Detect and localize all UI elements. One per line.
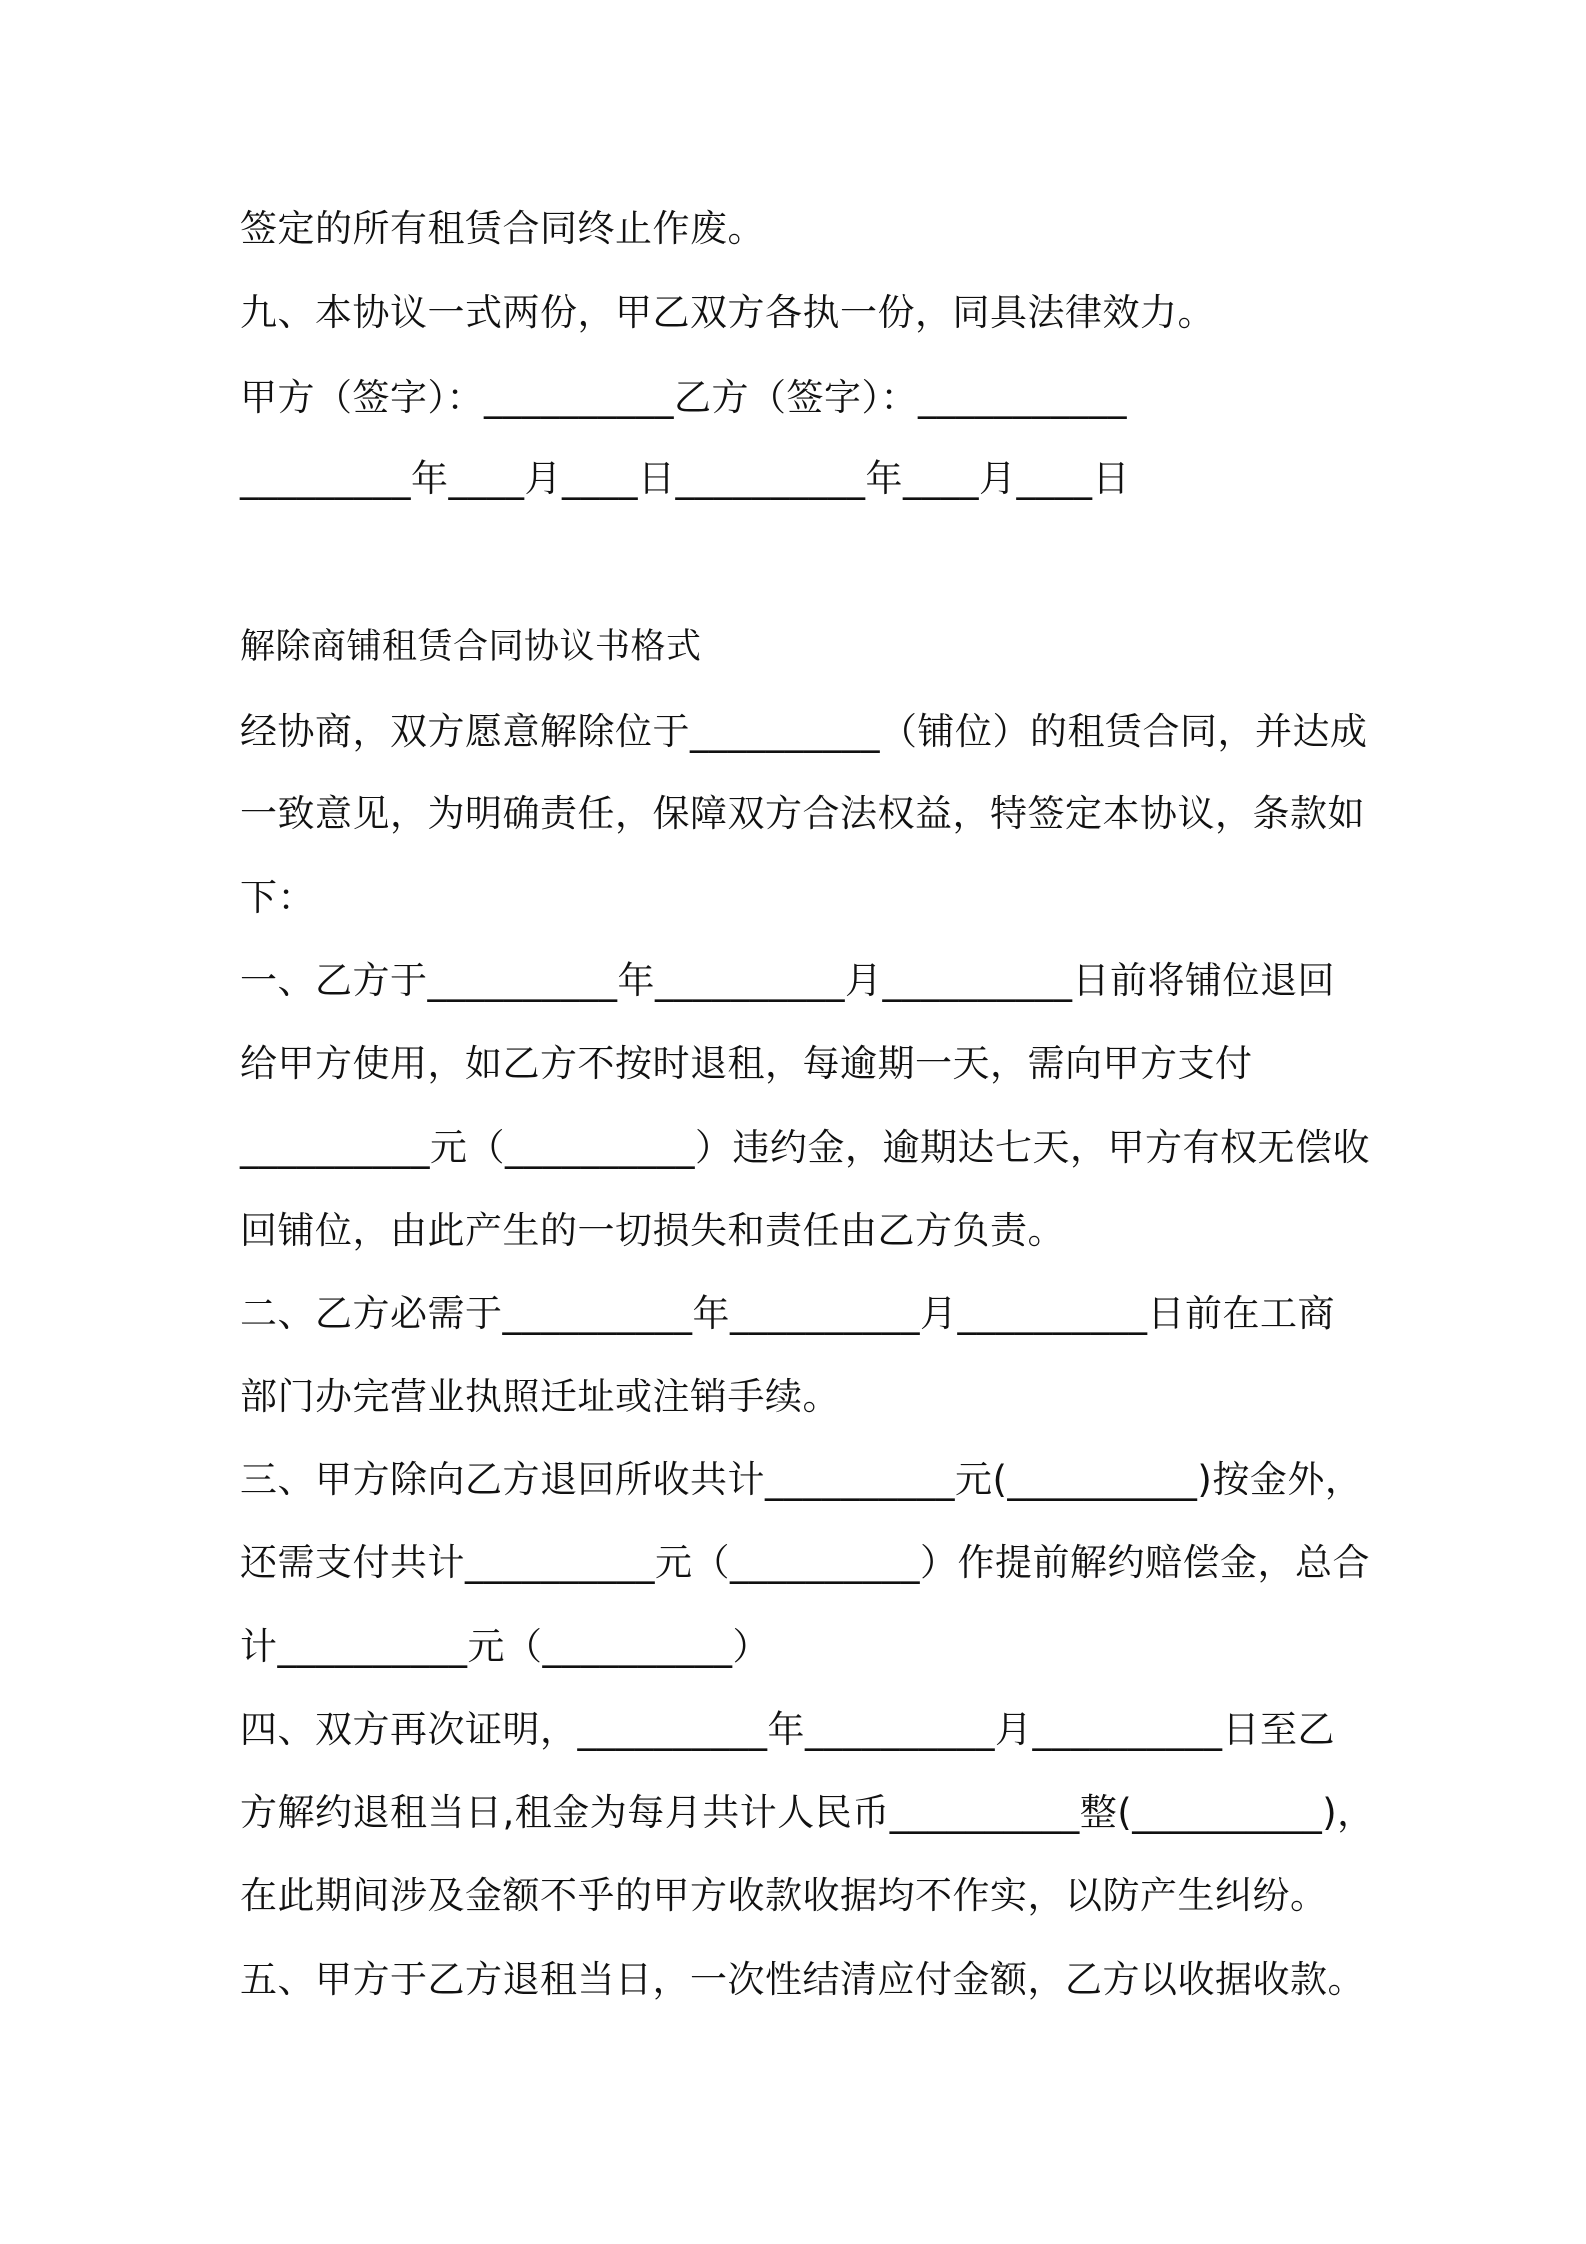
clause-three-line-2: 还需支付共计__________元（__________）作提前解约赔偿金，总合 bbox=[240, 1541, 1370, 1584]
clause-one-line-1: 一、乙方于__________年__________月__________日前将铺位退回 bbox=[240, 959, 1335, 1002]
intro-line-3: 下： bbox=[240, 876, 315, 919]
clause-four-line-3: 在此期间涉及金额不乎的甲方收款收据均不作实，以防产生纠纷。 bbox=[240, 1874, 1328, 1917]
clause-five-line-1: 五、甲方于乙方退租当日，一次性结清应付金额，乙方以收据收款。 bbox=[240, 1958, 1365, 2001]
date-line: _________年____月____日__________年____月____日 bbox=[240, 457, 1130, 500]
intro-line-1: 经协商，双方愿意解除位于__________（铺位）的租赁合同，并达成 bbox=[240, 710, 1368, 753]
clause-two-line-1: 二、乙方必需于__________年__________月__________日前在工商 bbox=[240, 1292, 1335, 1335]
section-title: 解除商铺租赁合同协议书格式 bbox=[240, 627, 702, 667]
intro-line-2: 一致意见，为明确责任，保障双方合法权益，特签定本协议，条款如 bbox=[240, 792, 1365, 835]
clause-four-line-2: 方解约退租当日,租金为每月共计人民币__________整(__________)， bbox=[240, 1791, 1375, 1834]
clause-four-line-1: 四、双方再次证明，__________年__________月__________日至乙 bbox=[240, 1708, 1335, 1751]
clause-two-line-2: 部门办完营业执照迁址或注销手续。 bbox=[240, 1375, 840, 1418]
clause-one-line-2: 给甲方使用，如乙方不按时退租，每逾期一天，需向甲方支付 bbox=[240, 1042, 1253, 1085]
clause-one-line-3: __________元（__________）违约金，逾期达七天，甲方有权无偿收 bbox=[240, 1126, 1370, 1169]
clause-nine: 九、本协议一式两份，甲乙双方各执一份，同具法律效力。 bbox=[240, 291, 1215, 334]
clause-three-line-3: 计__________元（__________） bbox=[240, 1625, 770, 1668]
signature-line: 甲方（签字）：__________乙方（签字）：___________ bbox=[240, 376, 1127, 419]
text-line-termination: 签定的所有租赁合同终止作废。 bbox=[240, 207, 765, 250]
clause-one-line-4: 回铺位，由此产生的一切损失和责任由乙方负责。 bbox=[240, 1209, 1065, 1252]
clause-three-line-1: 三、甲方除向乙方退回所收共计__________元(__________)按金外， bbox=[240, 1458, 1363, 1501]
